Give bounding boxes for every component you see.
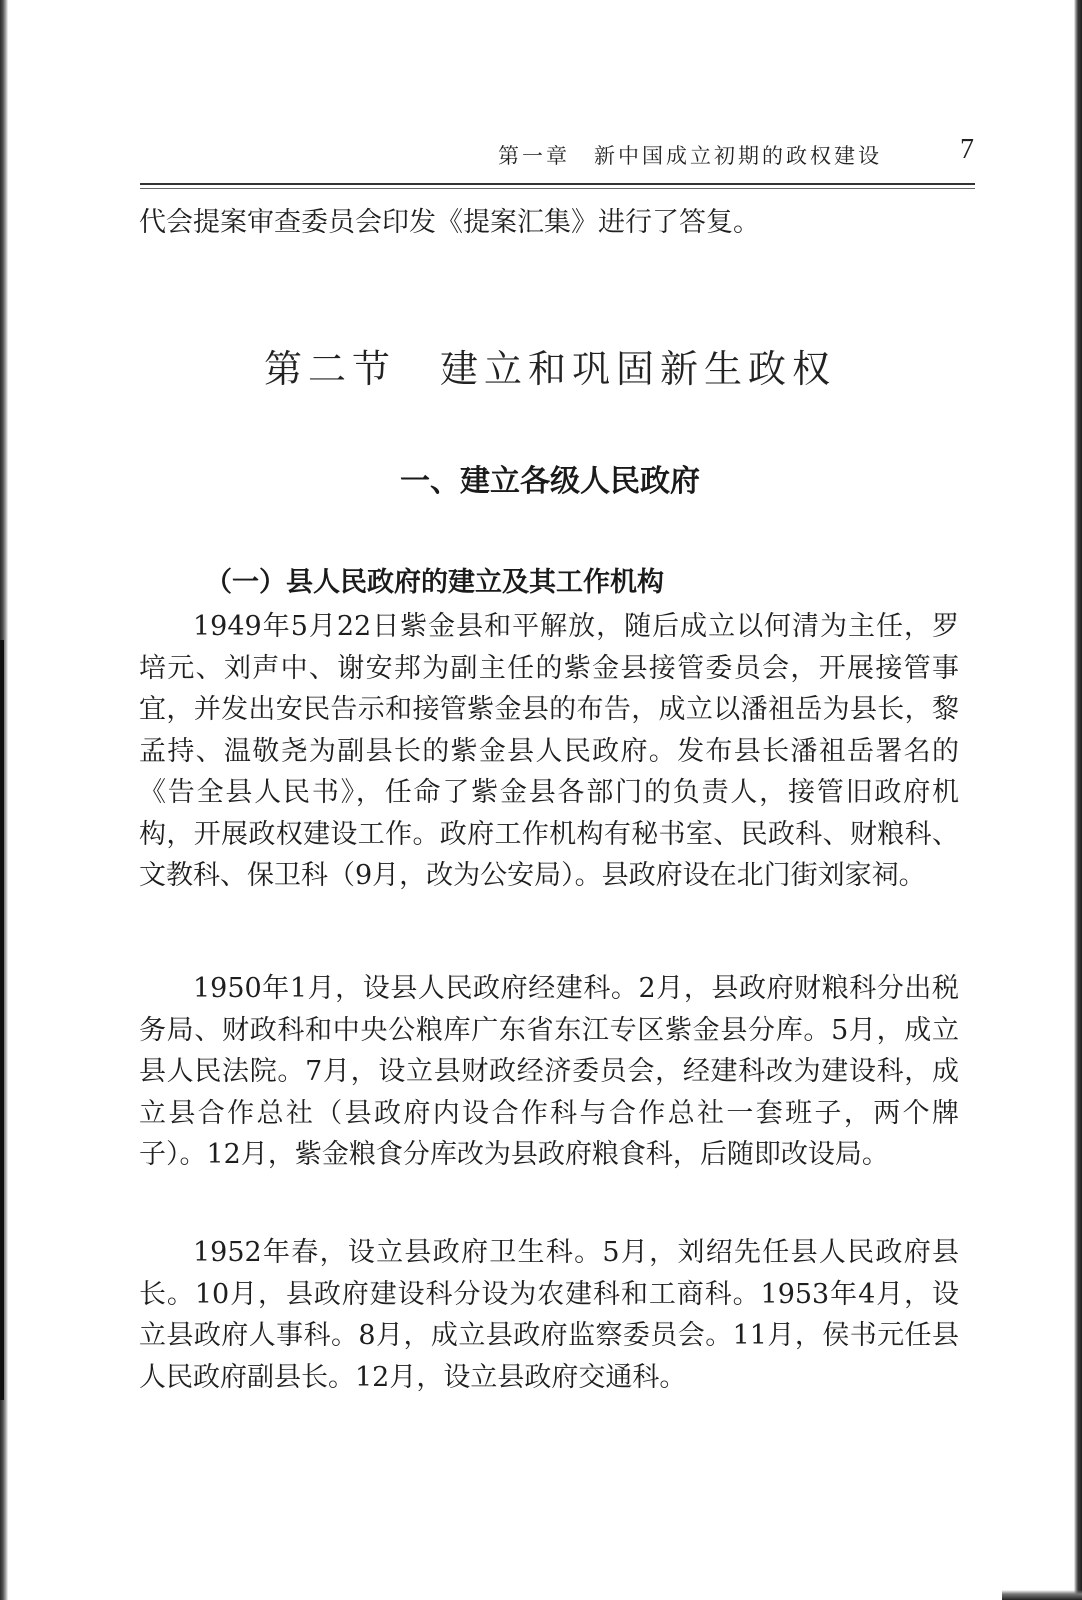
sub-subsection-title: （一）县人民政府的建立及其工作机构 [205,567,664,598]
paragraph-1950: 1950年1月，设县人民政府经建科。2月，县政府财粮科分出税务局、财政科和中央公粮库广东省东江专区紫金县分库。5月，成立县人民法院。7月，设立县财政经济委员会，经建科改为建设科，成立县合作总社（县政府内设合作科与合作总社一套班子，两个牌子）。12月，紫金粮食分库改为县政府粮食科，后随即改设局。 [139,973,959,1170]
section-title: 第二节 建立和巩固新生政权 [263,347,836,391]
intro-line: 代会提案审查委员会印发《提案汇集》进行了答复。 [139,207,760,238]
running-head [140,134,974,178]
page-number: 7 [960,134,974,165]
header-rule [140,183,975,185]
paragraph-1952: 1952年春，设立县政府卫生科。5月，刘绍先任县人民政府县长。10月，县政府建设科分设为农建科和工商科。1953年4月，设立县政府人事科。8月，成立县政府监察委员会。11月，侯书元任县人民政府副县长。12月，设立县政府交通科。 [139,1237,959,1393]
subsection-title: 一、建立各级人民政府 [400,464,700,499]
scan-left-mark [0,640,4,1400]
scan-bottom-shadow [1002,1590,1082,1600]
header-rule-thin [140,188,975,189]
running-head-chapter: 第一章 新中国成立初期的政权建设 [498,144,882,168]
scan-edge-right [1074,0,1082,1600]
paragraph-1949: 1949年5月22日紫金县和平解放，随后成立以何清为主任，罗培元、刘声中、谢安邦为副主任的紫金县接管委员会，开展接管事宜，并发出安民告示和接管紫金县的布告，成立以潘祖岳为县长，黎孟持、温敬尧为副县长的紫金县人民政府。发布县长潘祖岳署名的《告全县人民书》，任命了紫金县各部门的负责人，接管旧政府机构，开展政权建设工作。政府工作机构有秘书室、民政科、财粮科、文教科、保卫科（9月，改为公安局）。县政府设在北门街刘家祠。 [139,611,959,891]
